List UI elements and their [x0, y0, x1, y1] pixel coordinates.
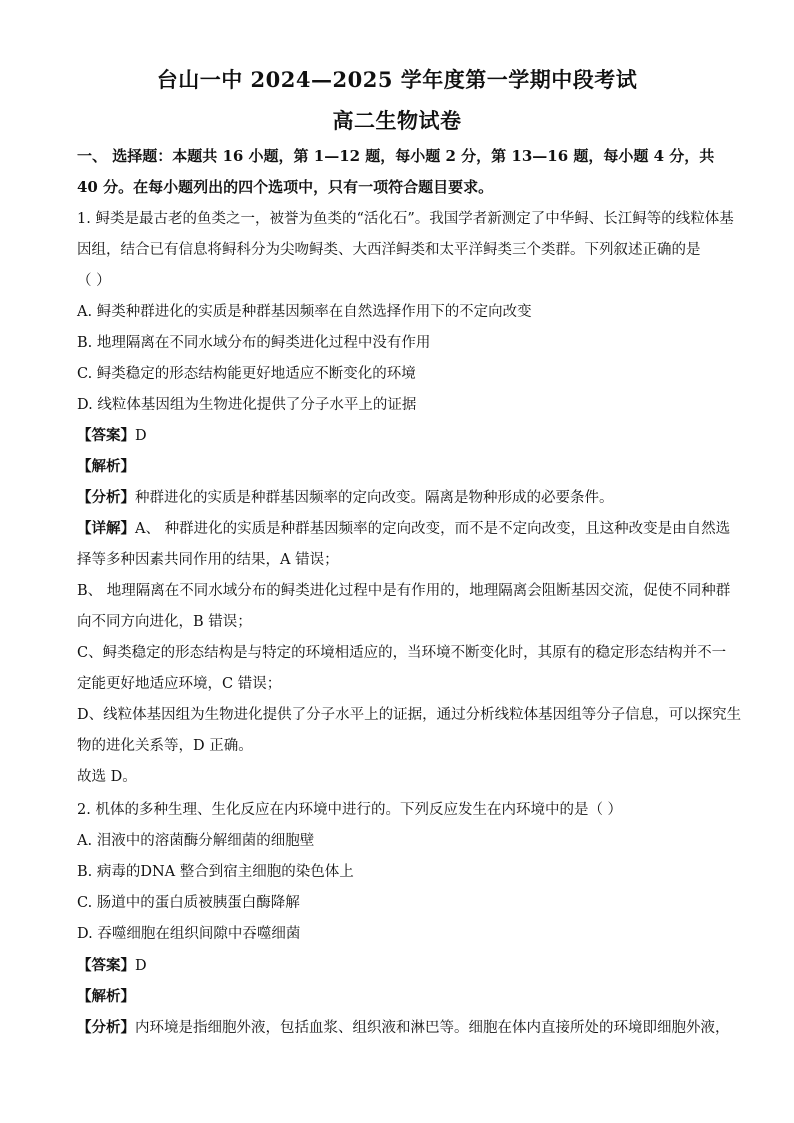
q1-stem-line-2: 因组，结合已有信息将鲟科分为尖吻鲟类、大西洋鲟类和太平洋鲟类三个类群。下列叙述正确的是	[77, 242, 701, 258]
q1-xiangjie-c1: C、鲟类稳定的形态结构是与特定的环境相适应的，当环境不断变化时，其原有的稳定形态结构并不一	[77, 645, 727, 661]
q2-option-d: D. 吞噬细胞在组织间隙中吞噬细菌	[77, 926, 301, 942]
q1-answer: D	[135, 428, 147, 444]
q1-analysis-label: 【解析】	[77, 458, 135, 475]
q1-xiangjie-tag: 【详解】	[77, 520, 135, 537]
q2-fenxi-text: 内环境是指细胞外液，包括血浆、组织液和淋巴等。细胞在体内直接所处的环境即细胞外液，	[135, 1020, 730, 1036]
q2-option-c: C. 肠道中的蛋白质被胰蛋白酶降解	[77, 895, 300, 911]
q1-fenxi-text: 种群进化的实质是种群基因频率的定向改变。隔离是物种形成的必要条件。	[135, 490, 614, 506]
q1-xiangjie-c2: 定能更好地适应环境，C 错误；	[77, 676, 282, 692]
q1-option-a: A. 鲟类种群进化的实质是种群基因频率在自然选择作用下的不定向改变	[77, 304, 532, 320]
q1-xiangjie-a1: A、 种群进化的实质是种群基因频率的定向改变，而不是不定向改变，且这种改变是由自然选	[135, 521, 731, 537]
q2-answer: D	[135, 958, 147, 974]
q2-fenxi-tag: 【分析】	[77, 1019, 135, 1036]
q1-answer-tag: 【答案】	[77, 427, 135, 444]
q2-stem: 2. 机体的多种生理、生化反应在内环境中进行的。下列反应发生在内环境中的是（ ）	[77, 802, 623, 818]
exam-title: 台山一中 2024—2025 学年度第一学期中段考试	[156, 67, 638, 92]
q2-analysis-label: 【解析】	[77, 988, 135, 1005]
q1-xiangjie-b2: 向不同方向进化，B 错误；	[77, 614, 252, 630]
q1-answer-line	[77, 426, 717, 446]
q2-answer-line	[77, 956, 717, 976]
q1-option-b: B. 地理隔离在不同水域分布的鲟类进化过程中没有作用	[77, 335, 431, 351]
q1-option-c: C. 鲟类稳定的形态结构能更好地适应不断变化的环境	[77, 366, 416, 382]
q1-conclusion: 故选 D。	[77, 769, 137, 785]
q1-xiangjie-b1: B、 地理隔离在不同水域分布的鲟类进化过程中是有作用的，地理隔离会阻断基因交流，促使不同种群	[77, 583, 731, 599]
q2-fenxi-line	[77, 1018, 730, 1038]
q1-option-d: D. 线粒体基因组为生物进化提供了分子水平上的证据	[77, 397, 417, 413]
q1-stem-line-1: 1. 鲟类是最古老的鱼类之一，被誉为鱼类的“活化石”。我国学者新测定了中华鲟、长江鲟等的线粒体基	[77, 211, 734, 227]
q1-xiangjie-d2: 物的进化关系等，D 正确。	[77, 738, 253, 754]
section-instructions-line-2: 40 分。在每小题列出的四个选项中，只有一项符合题目要求。	[77, 178, 494, 196]
q2-option-b: B. 病毒的DNA 整合到宿主细胞的染色体上	[77, 864, 354, 880]
section-instructions-line-1: 一、 选择题：本题共 16 小题，第 1—12 题，每小题 2 分，第 13—16 题，每小题 4 分，共	[77, 147, 715, 165]
q1-xiangjie-d1: D、线粒体基因组为生物进化提供了分子水平上的证据，通过分析线粒体基因组等分子信息，可以探究生	[77, 707, 742, 723]
q2-option-a: A. 泪液中的溶菌酶分解细菌的细胞壁	[77, 833, 315, 849]
q2-answer-tag: 【答案】	[77, 957, 135, 974]
q1-xiangjie-a2: 择等多种因素共同作用的结果，A 错误；	[77, 552, 339, 568]
exam-subtitle: 高二生物试卷	[332, 108, 462, 133]
q1-xiangjie-line	[77, 519, 731, 539]
q1-stem-line-3: （ ）	[77, 273, 111, 289]
q1-fenxi-tag: 【分析】	[77, 489, 135, 506]
q1-fenxi-line	[77, 488, 717, 508]
